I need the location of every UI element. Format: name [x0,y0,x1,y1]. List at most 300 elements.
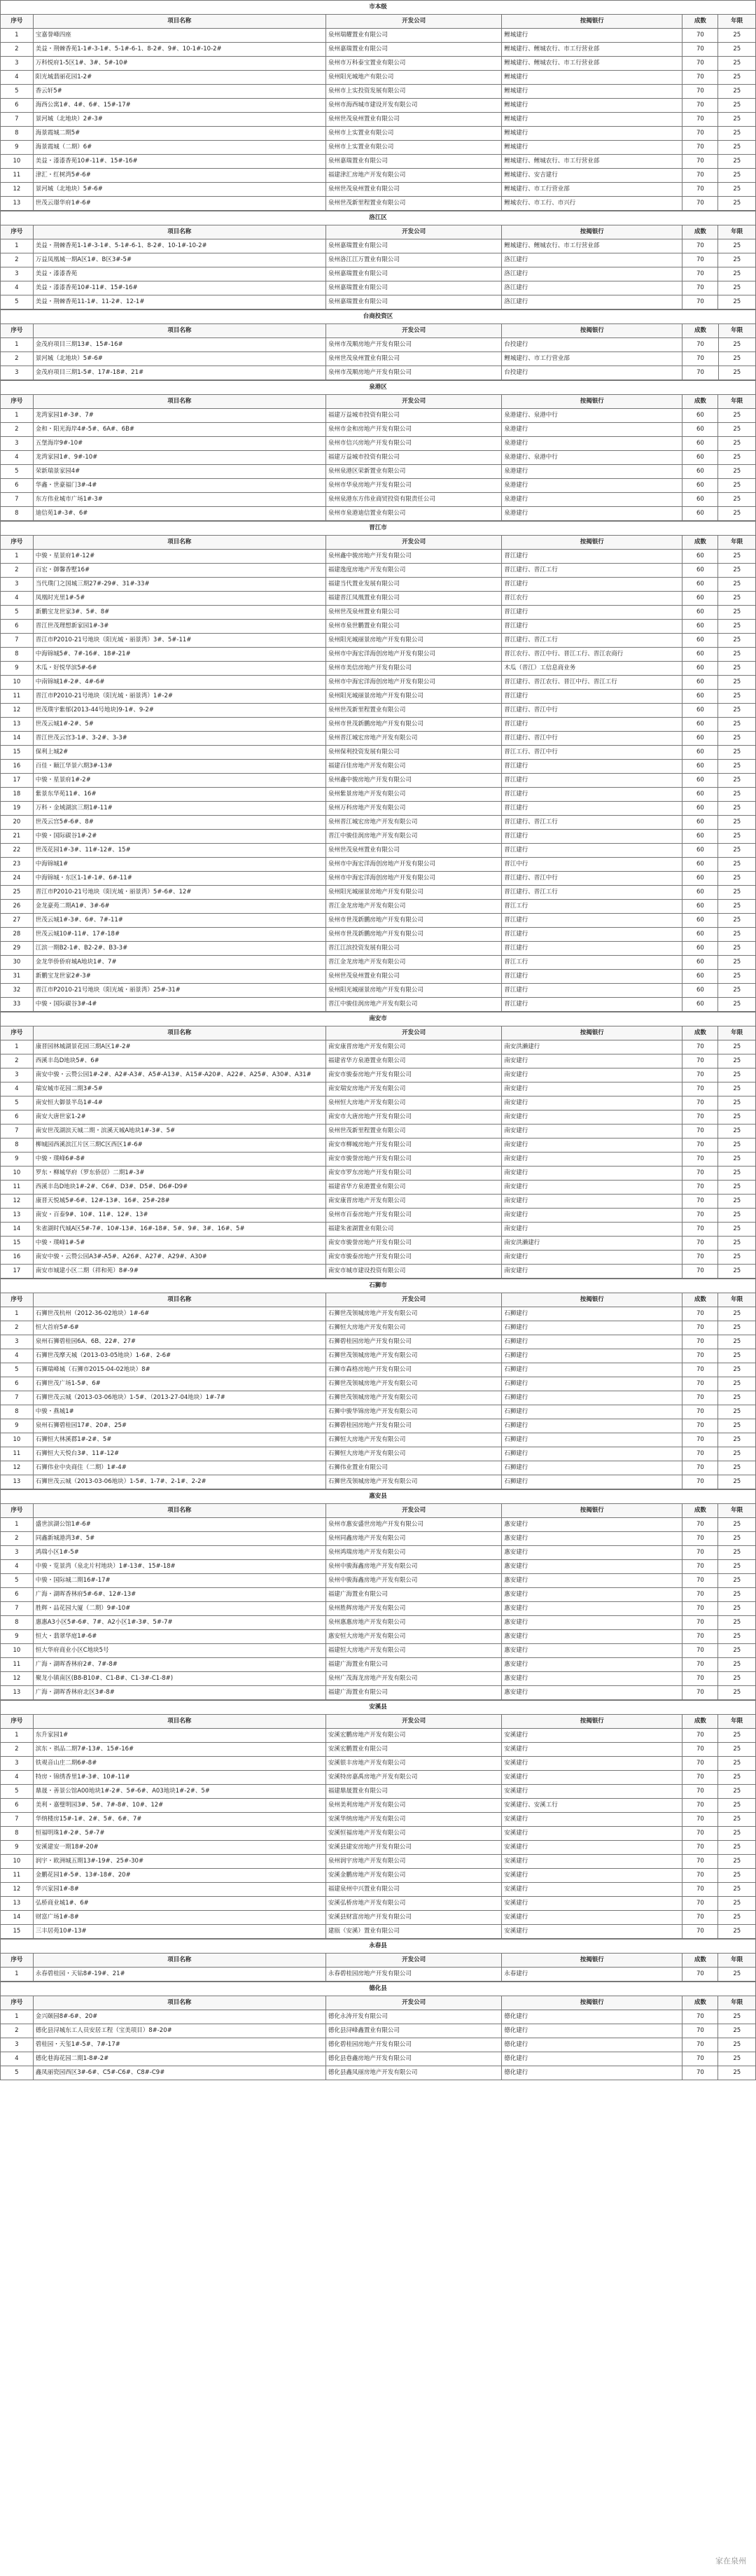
table-row [1,1757,756,1771]
loan-ratio: 60 [682,493,718,507]
row-number: 23 [1,858,34,872]
mortgage-bank: 晋江建行 [502,970,682,984]
row-number: 16 [1,760,34,774]
column-header-pct: 成数 [682,536,718,550]
column-header-project: 项目名称 [33,1293,326,1307]
header-row [1,1996,756,2010]
section-table [0,521,756,1012]
loan-years: 25 [718,409,756,423]
table-row [1,295,756,309]
mortgage-bank: 鲤城建行、鲤城农行、市工行营业部 [502,43,682,57]
loan-ratio: 70 [682,1223,718,1237]
developer-name: 泉州美利房地产开发有限公司 [326,1799,501,1813]
mortgage-bank: 鲤城农行、市工行、市兴行 [502,197,682,211]
loan-ratio: 60 [682,718,718,732]
loan-ratio: 70 [682,1855,718,1869]
row-number: 1 [1,1729,34,1743]
project-name: 景河城（北地块）5#-6# [33,352,326,366]
row-number: 11 [1,1181,34,1195]
row-number: 1 [1,239,34,253]
column-header-years: 年限 [718,395,756,409]
row-number: 8 [1,1616,34,1630]
project-name: 凤凰时光里1#-5# [33,592,326,606]
table-row [1,1054,756,1068]
table-row [1,155,756,169]
table-row [1,1321,756,1335]
header-row [1,395,756,409]
table-row [1,1125,756,1139]
developer-name: 石狮恒大房地产开发有限公司 [326,1447,501,1461]
loan-years: 25 [718,1644,756,1658]
developer-name: 泉州世茂新里程置业有限公司 [326,704,501,718]
table-row [1,2066,756,2080]
developer-name: 石狮恒大房地产开发有限公司 [326,1321,501,1335]
row-number: 4 [1,1560,34,1574]
developer-name: 福建泉州中兴置业有限公司 [326,1883,501,1897]
project-name: 鑫凤丽瓷园西区3#-6#、C5#-C6#、C8#-C9# [33,2066,326,2080]
loan-years: 25 [718,942,756,956]
mortgage-bank: 鲤城建行 [502,85,682,99]
loan-years: 25 [718,1799,756,1813]
row-number: 16 [1,1251,34,1265]
loan-ratio: 60 [682,423,718,437]
table-row [1,141,756,155]
loan-years: 25 [718,704,756,718]
table-row [1,423,756,437]
row-number: 5 [1,295,34,309]
project-name: 石狮世茂摩天城（2013-03-05地块）1-6#、2-6# [33,1349,326,1363]
column-header-project: 项目名称 [33,1715,326,1729]
developer-name: 泉州胜辉房地产开发有限公司 [326,1602,501,1616]
developer-name: 福建万益城市投资有限公司 [326,451,501,465]
row-number: 5 [1,1363,34,1377]
column-header-bank: 按揭银行 [502,1996,682,2010]
developer-name: 泉州同鑫房地产开发有限公司 [326,1532,501,1546]
developer-name: 泉州世茂新里程置业有限公司 [326,197,501,211]
column-header-project: 项目名称 [33,1996,326,2010]
project-name: 晋江世茂理想新家园1#-3# [33,620,326,634]
developer-name: 福建晋江凤凰置业有限公司 [326,592,501,606]
section-title: 石狮市 [1,1279,756,1293]
project-name: 同鑫新城港湾3#、5# [33,1532,326,1546]
mortgage-bank: 南安建行 [502,1111,682,1125]
developer-name: 泉州市中海宏洋海创房地产开发有限公司 [326,872,501,886]
table-row [1,1813,756,1827]
table-row [1,1040,756,1054]
loan-years: 25 [718,71,756,85]
mortgage-bank: 安溪建行 [502,1813,682,1827]
loan-ratio: 70 [682,1265,718,1279]
project-name: 江滨一期B2-1#、B2-2#、B3-3# [33,942,326,956]
mortgage-bank: 泉港建行 [502,493,682,507]
table-row [1,437,756,451]
mortgage-bank: 泉港建行 [502,479,682,493]
row-number: 5 [1,1096,34,1111]
column-header-project: 项目名称 [33,324,326,338]
developer-name: 安溪金鹏房地产开发有限公司 [326,1869,501,1883]
project-name: 特房・锦绣香里1#-3#、10#-11# [33,1771,326,1785]
row-number: 6 [1,1111,34,1125]
mortgage-bank: 晋江建行、晋江农行、晋江中行、晋江工行 [502,676,682,690]
developer-name: 泉州晋江城宏房地产开发有限公司 [326,816,501,830]
loan-years: 25 [718,2052,756,2066]
loan-years: 25 [718,1265,756,1279]
project-name: 中骏・国际碳谷3#-4# [33,998,326,1012]
loan-years: 25 [718,1869,756,1883]
project-name: 金龙豪苑二期A1#、3#-6# [33,900,326,914]
section-table [0,1012,756,1279]
column-header-pct: 成数 [682,1715,718,1729]
mortgage-bank: 惠安建行 [502,1574,682,1588]
loan-ratio: 70 [682,1658,718,1672]
loan-ratio: 70 [682,169,718,183]
table-row [1,197,756,211]
column-header-no: 序号 [1,1954,34,1968]
developer-name: 石狮中骏华锦房地产开发有限公司 [326,1405,501,1419]
mortgage-bank: 台投建行 [502,366,682,380]
loan-years: 25 [718,928,756,942]
table-row [1,1139,756,1153]
table-row [1,1307,756,1321]
table-row [1,2038,756,2052]
mortgage-bank: 晋江建行、晋江工行 [502,634,682,648]
loan-ratio: 70 [682,1630,718,1644]
mortgage-bank: 安溪建行 [502,1757,682,1771]
row-number: 2 [1,1532,34,1546]
developer-name: 泉州洛江江万置业有限公司 [326,253,501,267]
developer-name: 石狮碧桂园房地产开发有限公司 [326,1419,501,1433]
table-row [1,1461,756,1475]
project-name: 中海锦城・东区1-1#-1#、6#-11# [33,872,326,886]
column-header-bank: 按揭银行 [502,1715,682,1729]
table-row [1,1630,756,1644]
loan-years: 25 [718,690,756,704]
project-name: 世茂云璟华府1#-6# [33,197,326,211]
loan-ratio: 70 [682,1602,718,1616]
loan-years: 25 [718,1349,756,1363]
developer-name: 泉州市金和房地产开发有限公司 [326,423,501,437]
loan-years: 25 [718,253,756,267]
project-name: 广海・湖晖香林府5#-6#、12#-13# [33,1588,326,1602]
row-number: 6 [1,479,34,493]
project-name: 海西公寓1#、4#、6#、15#-17# [33,99,326,113]
project-name: 美利・嘉璧明园3#、5#、7#-8#、10#、12# [33,1799,326,1813]
project-name: 德化县浔城东工人员安居工程（宝美项目）8#-20# [33,2024,326,2038]
column-header-years: 年限 [718,1026,756,1040]
mortgage-bank: 晋江建行、晋江工行 [502,886,682,900]
mortgage-bank: 南安建行 [502,1251,682,1265]
mortgage-bank: 泉港建行 [502,465,682,479]
mortgage-bank: 晋江建行 [502,984,682,998]
developer-name: 石狮世茂领城房地产开发有限公司 [326,1391,501,1405]
row-number: 9 [1,1153,34,1167]
header-row [1,1504,756,1518]
loan-years: 25 [718,1237,756,1251]
loan-ratio: 60 [682,704,718,718]
table-row [1,858,756,872]
mortgage-bank: 安溪建行、安溪工行 [502,1799,682,1813]
project-name: 中骏・燕城1# [33,1405,326,1419]
loan-ratio: 60 [682,802,718,816]
table-row [1,1167,756,1181]
section-title: 台商投资区 [1,310,756,324]
column-header-bank: 按揭银行 [502,1026,682,1040]
mortgage-bank: 泉港建行 [502,437,682,451]
row-number: 11 [1,1447,34,1461]
row-number: 5 [1,1785,34,1799]
row-number: 15 [1,1925,34,1939]
table-row [1,1841,756,1855]
developer-name: 福建广海置业有限公司 [326,1686,501,1700]
loan-ratio: 70 [682,155,718,169]
project-name: 世茂云城1#-2#、5# [33,718,326,732]
row-number: 10 [1,155,34,169]
column-header-bank: 按揭银行 [502,395,682,409]
mortgage-bank: 晋江建行 [502,942,682,956]
mortgage-bank: 晋江建行、晋江中行 [502,732,682,746]
project-name: 美益・荆棘香苑1-1#-3-1#、5-1#-6-1、8-2#、10-1#-10-2# [33,239,326,253]
row-number: 2 [1,1743,34,1757]
row-number: 4 [1,2052,34,2066]
table-row [1,1574,756,1588]
project-name: 润宇・欧洲城五期13#-19#、25#-30# [33,1855,326,1869]
column-header-developer: 开发公司 [326,1996,501,2010]
project-name: 美益・漆漆香苑10#-11#、15#-16# [33,155,326,169]
row-number: 7 [1,113,34,127]
column-header-no: 序号 [1,225,34,239]
developer-name: 泉州阳光城丽景房地产开发有限公司 [326,984,501,998]
row-number: 11 [1,1869,34,1883]
row-number: 8 [1,1139,34,1153]
section-table [0,211,756,309]
loan-years: 25 [718,1419,756,1433]
table-row [1,1433,756,1447]
row-number: 4 [1,592,34,606]
loan-ratio: 70 [682,1447,718,1461]
row-number: 28 [1,928,34,942]
loan-years: 25 [718,1518,756,1532]
header-row [1,15,756,29]
developer-name: 泉州泉港区荣新置业有限公司 [326,465,501,479]
column-header-pct: 成数 [682,1026,718,1040]
loan-years: 25 [718,451,756,465]
mortgage-bank: 永春建行 [502,1968,682,1982]
project-name: 新鹏宝龙世家3#、5#、8# [33,606,326,620]
project-name: 惠惠A3小区5#-6#、7#、A2小区1#-3#、5#-7# [33,1616,326,1630]
table-row [1,760,756,774]
developer-name: 泉州万科房地产开发有限公司 [326,802,501,816]
project-name: 龙湾家园1#、9#-10# [33,451,326,465]
loan-years: 25 [718,564,756,578]
loan-ratio: 70 [682,29,718,43]
table-row [1,718,756,732]
row-number: 4 [1,71,34,85]
table-row [1,239,756,253]
developer-name: 泉州市中海宏洋海创房地产开发有限公司 [326,858,501,872]
project-name: 美益・漆漆香苑 [33,267,326,281]
loan-ratio: 60 [682,634,718,648]
table-row [1,998,756,1012]
row-number: 25 [1,886,34,900]
row-number: 2 [1,564,34,578]
loan-years: 25 [718,718,756,732]
developer-name: 泉州中骏海鑫房地产开发有限公司 [326,1574,501,1588]
table-row [1,1335,756,1349]
column-header-no: 序号 [1,395,34,409]
developer-name: 泉州世茂泉州置业有限公司 [326,183,501,197]
developer-name: 泉州晋江城宏房地产开发有限公司 [326,732,501,746]
mortgage-bank: 晋江工行 [502,900,682,914]
project-name: 中骏・国际城二期16#-17# [33,1574,326,1588]
column-header-no: 序号 [1,324,34,338]
loan-years: 25 [718,1139,756,1153]
mortgage-bank: 安溪建行 [502,1883,682,1897]
developer-name: 福建恒大房地产开发有限公司 [326,1644,501,1658]
loan-years: 25 [718,2010,756,2024]
loan-ratio: 70 [682,1911,718,1925]
table-row [1,1377,756,1391]
table-row [1,1391,756,1405]
table-row [1,1546,756,1560]
section-title: 洛江区 [1,211,756,225]
column-header-no: 序号 [1,1026,34,1040]
column-header-developer: 开发公司 [326,15,501,29]
table-row [1,900,756,914]
loan-ratio: 70 [682,1827,718,1841]
row-number: 7 [1,1125,34,1139]
developer-name: 晋江金龙房地产开发有限公司 [326,956,501,970]
mortgage-bank: 德化建行 [502,2066,682,2080]
table-row [1,886,756,900]
table-row [1,816,756,830]
loan-ratio: 60 [682,662,718,676]
loan-years: 25 [718,592,756,606]
mortgage-bank: 晋江建行 [502,928,682,942]
column-header-pct: 成数 [682,1293,718,1307]
mortgage-bank: 南安建行 [502,1125,682,1139]
table-row [1,127,756,141]
developer-name: 泉州市世茂新鹏房地产开发有限公司 [326,914,501,928]
table-row [1,844,756,858]
loan-years: 25 [718,1897,756,1911]
loan-ratio: 60 [682,788,718,802]
mortgage-bank: 鲤城建行、鲤城农行、市工行营业部 [502,239,682,253]
loan-ratio: 60 [682,970,718,984]
developer-name: 福建津汇房地产开发有限公司 [326,169,501,183]
mortgage-bank: 南安建行 [502,1265,682,1279]
mortgage-bank: 南安建行 [502,1054,682,1068]
mortgage-bank: 石狮建行 [502,1391,682,1405]
table-row [1,1743,756,1757]
project-name: 世茂云城1#-3#、6#、7#-11# [33,914,326,928]
table-row [1,1644,756,1658]
loan-ratio: 70 [682,1743,718,1757]
mortgage-bank: 晋江建行 [502,844,682,858]
project-name: 当代璞门之国城三期27#-29#、31#-33# [33,578,326,592]
loan-ratio: 70 [682,1532,718,1546]
loan-years: 25 [718,1883,756,1897]
loan-years: 25 [718,99,756,113]
developer-name: 泉州嘉瑞置业有限公司 [326,295,501,309]
loan-years: 25 [718,2066,756,2080]
loan-years: 25 [718,113,756,127]
loan-years: 25 [718,1925,756,1939]
row-number: 18 [1,788,34,802]
loan-years: 25 [718,1911,756,1925]
column-header-years: 年限 [718,536,756,550]
row-number: 2 [1,1054,34,1068]
loan-ratio: 70 [682,366,718,380]
loan-ratio: 60 [682,409,718,423]
project-name: 新鹏宝龙世家2#-3# [33,970,326,984]
project-name: 百宏・御馨香墅16# [33,564,326,578]
header-row [1,1954,756,1968]
developer-name: 德化县浔峰鑫置业有限公司 [326,2024,501,2038]
table-row [1,1153,756,1167]
section-title: 泉港区 [1,381,756,395]
loan-years: 25 [718,1560,756,1574]
loan-ratio: 60 [682,564,718,578]
mortgage-bank: 泉港建行 [502,507,682,521]
row-number: 12 [1,1672,34,1686]
table-row [1,1363,756,1377]
project-name: 晋江世茂云宫3-1#、3-2#、3-3# [33,732,326,746]
table-row [1,676,756,690]
table-row [1,1265,756,1279]
developer-name: 泉州市上实置业有限公司 [326,127,501,141]
developer-name: 泉州中骏海鑫房地产开发有限公司 [326,1560,501,1574]
row-number: 3 [1,366,34,380]
mortgage-bank: 惠安建行 [502,1616,682,1630]
loan-years: 25 [718,830,756,844]
row-number: 20 [1,816,34,830]
column-header-project: 项目名称 [33,225,326,239]
project-name: 盛世滨湖公馆1#-6# [33,1518,326,1532]
table-row [1,43,756,57]
row-number: 17 [1,774,34,788]
developer-name: 泉州世茂泉州置业有限公司 [326,606,501,620]
loan-ratio: 70 [682,1813,718,1827]
project-name: 华纳楼房15#-1#、2#、5#、6#、7# [33,1813,326,1827]
developer-name: 福建广海置业有限公司 [326,1658,501,1672]
loan-ratio: 70 [682,1335,718,1349]
row-number: 22 [1,844,34,858]
loan-years: 25 [718,1068,756,1082]
project-name: 世茂云宫5#-6#、8# [33,816,326,830]
column-header-project: 项目名称 [33,15,326,29]
row-number: 2 [1,1321,34,1335]
project-name: 中骏・国际碳谷1#-2# [33,830,326,844]
loan-years: 25 [718,493,756,507]
row-number: 11 [1,690,34,704]
loan-ratio: 70 [682,281,718,295]
project-name: 南安恒大御景半岛1#-4# [33,1096,326,1111]
loan-ratio: 70 [682,1068,718,1082]
developer-name: 晋江中骏佳润房地产开发有限公司 [326,998,501,1012]
table-row [1,1911,756,1925]
mortgage-bank: 安溪建行 [502,1911,682,1925]
loan-years: 25 [718,998,756,1012]
loan-years: 25 [718,634,756,648]
project-name: 世茂璞宇紫郁(2013-44号地块)9-1#、9-2# [33,704,326,718]
column-header-years: 年限 [718,1293,756,1307]
row-number: 3 [1,1335,34,1349]
row-number: 5 [1,465,34,479]
project-name: 海景霞城（二期）6# [33,141,326,155]
row-number: 8 [1,1827,34,1841]
row-number: 5 [1,85,34,99]
column-header-no: 序号 [1,1715,34,1729]
